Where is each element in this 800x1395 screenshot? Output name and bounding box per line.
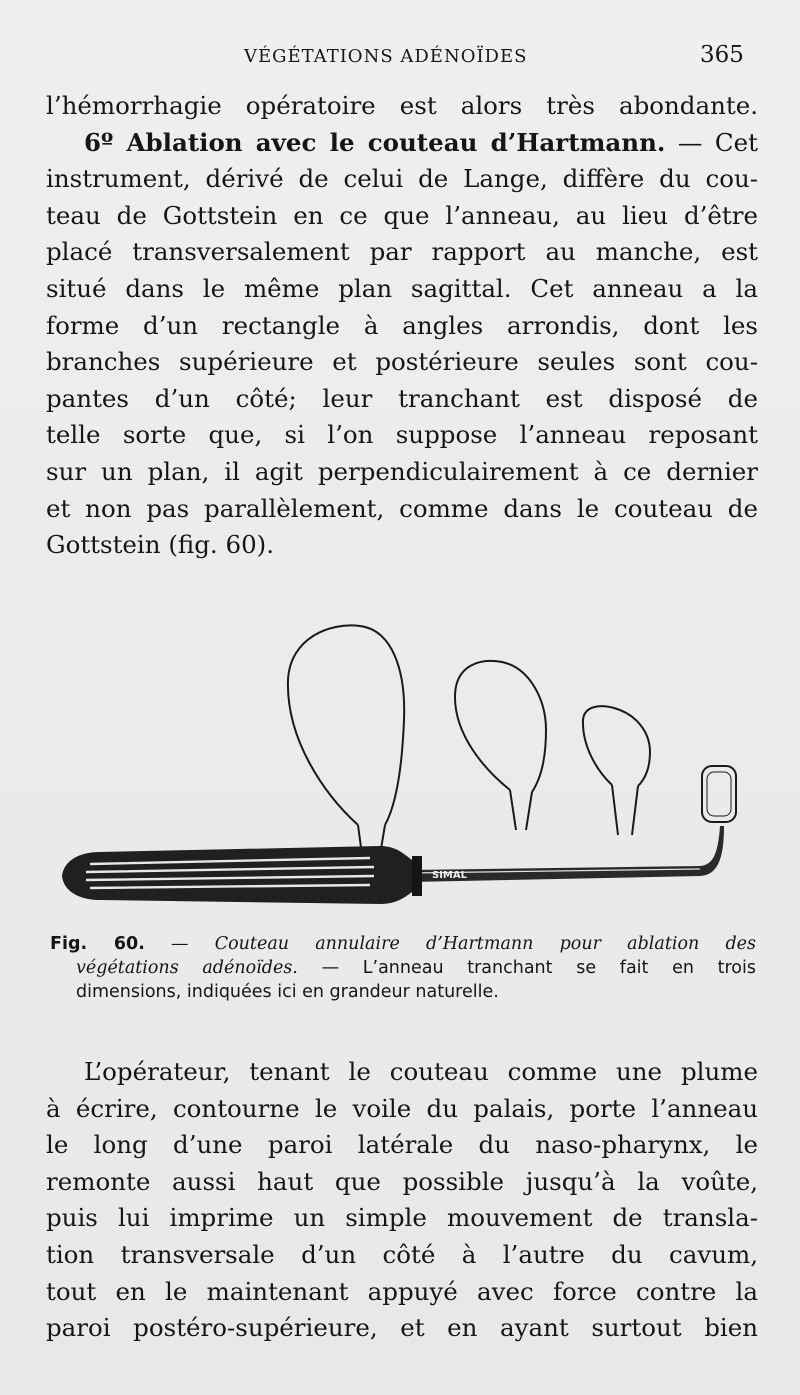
text-line: tout en le maintenant appuyé avec force contre la [46, 1276, 758, 1306]
text-line: Gottstein (fig. 60). [46, 530, 275, 560]
figure-title: — Couteau annulaire d’Hartmann pour ablation des [144, 934, 756, 954]
text-line: instrument, dérivé de celui de Lange, diffère du cou- [46, 164, 758, 194]
text-line: le long d’une paroi latérale du naso-pharynx, le [46, 1130, 758, 1160]
text-line: forme d’un rectangle à angles arrondis, dont les [46, 310, 758, 340]
text-line: situé dans le même plan sagittal. Cet anneau a la [46, 273, 758, 303]
caption-line [50, 956, 756, 980]
text-line: pantes d’un côté; leur tranchant est disposé de [46, 383, 758, 413]
caption-line: dimensions, indiquées ici en grandeur naturelle. [76, 982, 499, 1002]
text-line-heading [46, 125, 758, 162]
caption-text: — L’anneau tranchant se fait en trois [297, 958, 756, 978]
text-line: telle sorte que, si l’on suppose l’anneau reposant [46, 420, 758, 450]
paragraph-hartmann-knife [46, 88, 758, 564]
section-heading: 6º Ablation avec le couteau d’Hartmann. [84, 127, 666, 157]
ring-large-illustration [288, 625, 404, 855]
page-number: 365 [700, 42, 744, 68]
text-line: remonte aussi haut que possible jusqu’à la voûte, [46, 1166, 758, 1196]
text-line: paroi postéro-supérieure, et en ayant surtout bien [46, 1313, 758, 1343]
figure-title-cont: végétations adénoïdes. [76, 958, 298, 978]
page-header [0, 44, 800, 76]
text-line: teau de Gottstein en ce que l’anneau, au lieu d’être [46, 200, 758, 230]
ring-small-illustration [583, 706, 650, 835]
text-line: l’hémorrhagie opératoire est alors très abondante. [46, 91, 758, 120]
figure-hartmann-knife [40, 620, 760, 920]
running-head: VÉGÉTATIONS ADÉNOÏDES [244, 46, 528, 67]
figure-caption [50, 932, 756, 1004]
knife-ring-illustration [702, 766, 736, 822]
ring-medium-illustration [455, 661, 546, 830]
text-line: placé transversalement par rapport au manche, est [46, 237, 758, 267]
maker-mark: SIMAL [432, 870, 467, 881]
text-line: tion transversale d’un côté à l’autre du cavum, [46, 1239, 758, 1269]
text-line: sur un plan, il agit perpendiculairement à ce dernier [46, 456, 758, 486]
paragraph-operator [46, 1054, 758, 1347]
text-line: à écrire, contourne le voile du palais, porte l’anneau [46, 1093, 758, 1123]
text-line: branches supérieure et postérieure seules sont cou- [46, 347, 758, 377]
text-line: puis lui imprime un simple mouvement de transla- [46, 1203, 758, 1233]
figure-label: Fig. 60. [50, 934, 145, 954]
text-line: et non pas parallèlement, comme dans le couteau de [46, 493, 758, 523]
text-line: L’opérateur, tenant le couteau comme une plume [84, 1057, 758, 1086]
caption-line [50, 932, 756, 956]
heading-rest: — Cet [665, 127, 758, 157]
knife-handle-illustration [62, 846, 422, 904]
